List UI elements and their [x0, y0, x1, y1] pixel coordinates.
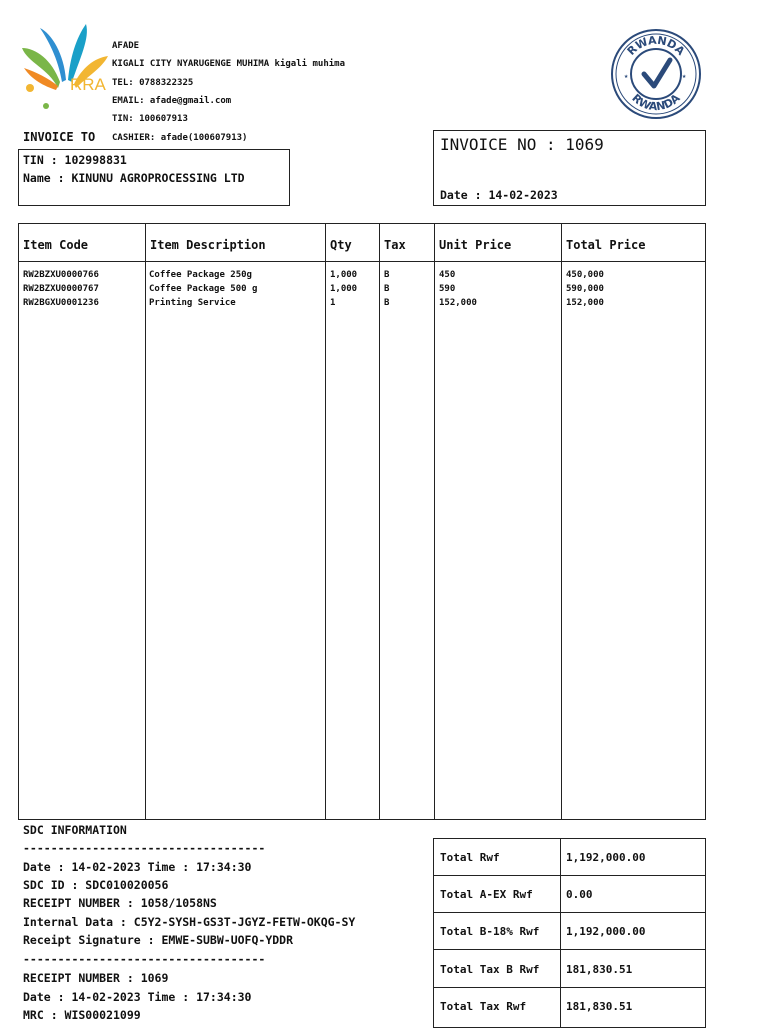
table-cell: 1,000: [330, 284, 358, 294]
sdc-date-time: Date : 14-02-2023 Time : 17:34:30: [23, 860, 252, 874]
invoice-to-label: INVOICE TO: [23, 130, 96, 144]
totals-row: [434, 988, 705, 1025]
logo-text: RRA: [70, 75, 106, 94]
column-divider: [379, 224, 380, 819]
total-label: Total Tax B Rwf: [440, 963, 540, 976]
customer-tin: TIN : 102998831: [23, 153, 127, 167]
sdc-divider: -----------------------------------: [23, 841, 266, 855]
column-divider: [434, 224, 435, 819]
company-tin: TIN: 100607913: [112, 114, 188, 124]
table-cell: 1: [330, 298, 336, 308]
totals-row: [434, 951, 705, 988]
total-label: Total Rwf: [440, 851, 500, 864]
svg-text:★: ★: [624, 72, 629, 80]
total-value: 181,830.51: [566, 1000, 633, 1013]
rwanda-seal: [610, 28, 702, 120]
table-cell: 590,000: [566, 284, 604, 294]
total-label: Total Tax Rwf: [440, 1000, 527, 1013]
company-email: EMAIL: afade@gmail.com: [112, 96, 232, 106]
company-logo: [18, 18, 110, 110]
cashier: CASHIER: afade(100607913): [112, 133, 248, 143]
total-value: 1,192,000.00: [566, 851, 646, 864]
header-item-description: Item Description: [150, 238, 266, 252]
seal-top-text: RWANDA: [624, 33, 688, 58]
sdc-id: SDC ID : SDC010020056: [23, 878, 169, 892]
table-cell: RW2BZXU0000767: [23, 284, 99, 294]
table-cell: 590: [439, 284, 456, 294]
totals-row: [434, 839, 705, 876]
total-value: 0.00: [566, 888, 593, 901]
invoice-number: INVOICE NO : 1069: [440, 135, 604, 154]
header-qty: Qty: [330, 238, 352, 252]
company-address: KIGALI CITY NYARUGENGE MUHIMA kigali muhima: [112, 59, 345, 69]
table-cell: 1,000: [330, 270, 358, 280]
total-label: Total B-18% Rwf: [440, 925, 540, 938]
table-cell: 450,000: [566, 270, 604, 280]
receipt-number: RECEIPT NUMBER : 1069: [23, 971, 169, 985]
invoice-number-box: [433, 130, 706, 206]
total-value: 1,192,000.00: [566, 925, 646, 938]
column-divider: [325, 224, 326, 819]
header-total-price: Total Price: [566, 238, 646, 252]
table-cell: RW2BGXU0001236: [23, 298, 99, 308]
table-cell: B: [384, 284, 390, 294]
table-cell: B: [384, 298, 390, 308]
sdc-receipt-signature: Receipt Signature : EMWE-SUBW-UOFQ-YDDR: [23, 933, 294, 947]
table-cell: 152,000: [439, 298, 477, 308]
sdc-title: SDC INFORMATION: [23, 823, 127, 837]
company-tel: TEL: 0788322325: [112, 78, 194, 88]
svg-text:★: ★: [682, 72, 687, 80]
seal-bottom-text: RWANDA: [629, 91, 683, 114]
table-cell: B: [384, 270, 390, 280]
header-tax: Tax: [384, 238, 406, 252]
column-divider: [561, 224, 562, 819]
table-cell: 450: [439, 270, 456, 280]
invoice-to-box: [18, 149, 290, 206]
totals-table: [433, 838, 706, 1028]
table-cell: Coffee Package 500 g: [149, 284, 258, 294]
table-header-divider: [19, 261, 705, 262]
sdc-receipt-number: RECEIPT NUMBER : 1058/1058NS: [23, 896, 217, 910]
mrc: MRC : WIS00021099: [23, 1008, 141, 1022]
table-cell: Printing Service: [149, 298, 236, 308]
totals-row: [434, 876, 705, 913]
sdc-internal-data: Internal Data : C5Y2-SYSH-GS3T-JGYZ-FETW-OKQG-SY: [23, 915, 356, 929]
header-item-code: Item Code: [23, 238, 89, 252]
items-table: [18, 223, 706, 820]
column-divider: [145, 224, 146, 819]
receipt-date-time: Date : 14-02-2023 Time : 17:34:30: [23, 990, 252, 1004]
header-unit-price: Unit Price: [439, 238, 512, 252]
total-value: 181,830.51: [566, 963, 633, 976]
invoice-date: Date : 14-02-2023: [440, 188, 558, 202]
total-label: Total A-EX Rwf: [440, 888, 533, 901]
customer-name: Name : KINUNU AGROPROCESSING LTD: [23, 171, 245, 185]
table-cell: RW2BZXU0000766: [23, 270, 99, 280]
svg-text:RWANDA: [625, 34, 688, 59]
table-cell: Coffee Package 250g: [149, 270, 252, 280]
sdc-divider-2: -----------------------------------: [23, 952, 266, 966]
table-cell: 152,000: [566, 298, 604, 308]
totals-row: [434, 913, 705, 950]
company-name: AFADE: [112, 41, 140, 51]
